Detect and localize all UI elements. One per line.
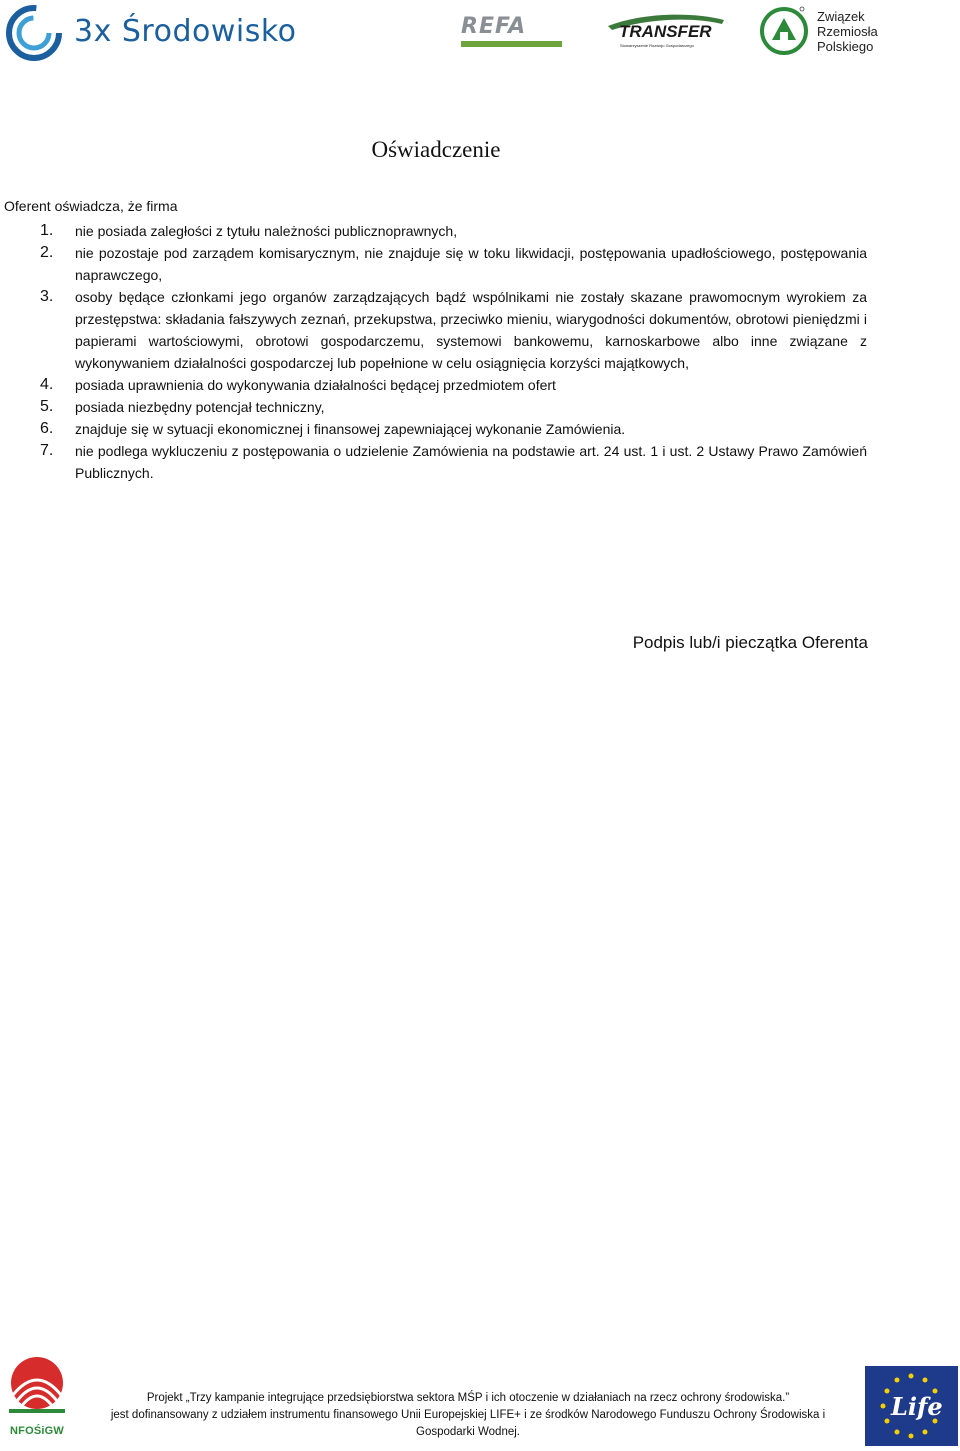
- clause-text: nie posiada zaległości z tytułu należności publicznoprawnych,: [75, 223, 458, 239]
- life-word: Life: [891, 1392, 943, 1421]
- logo-nfosigw: [3, 1355, 71, 1437]
- clause-text: znajduje się w sytuacji ekonomicznej i finansowej zapewniającej wykonanie Zamówienia.: [75, 421, 626, 437]
- nfosigw-emblem-icon: [3, 1355, 71, 1419]
- signature-label: Podpis lub/i pieczątka Oferenta: [632, 633, 868, 652]
- clause-text: posiada uprawnienia do wykonywania działalności będącej przedmiotem ofert: [75, 377, 556, 393]
- logo-3x-text: 3x Środowisko: [74, 14, 297, 49]
- clause-number: 3.: [40, 288, 54, 305]
- rzemioslo-emblem-icon: [758, 4, 810, 56]
- logo-3x-srodowisko: [4, 4, 297, 62]
- logo-transfer: [604, 12, 726, 52]
- clause-item: [40, 418, 867, 440]
- footer-funding-note: [80, 1390, 856, 1441]
- intro-text: Oferent oświadcza, że firma: [4, 198, 178, 214]
- logo-refa-text: REFA: [461, 14, 527, 39]
- clause-number: 6.: [40, 420, 54, 437]
- clause-item: [40, 220, 867, 242]
- logo-zwiazek-rzemiosla: [817, 9, 878, 54]
- clause-text: osoby będące członkami jego organów zarządzających bądź wspólnikami nie zostały skazane prawomocnym wyrokiem za przestępstwa: składania fałszywych zeznań, przekupstwa, przeciwko mieniu, wiarygodności dokumentów, obrotowi pieniędzmi i papierami wartościowymi, obrotowi gospodarczemu, systemowi bankowemu, karnoskarbowe albo inne związane z wykonywaniem działalności gospodarczej lub popełnione w celu osiągnięcia korzyści majątkowych,: [75, 289, 867, 371]
- clause-text: nie podlega wykluczeniu z postępowania o udzielenie Zamówienia na podstawie art. 24 ust. 1 i ust. 2 Ustawy Prawo Zamówień Publicznych.: [75, 443, 867, 481]
- document-title: Oświadczenie: [371, 137, 501, 162]
- clause-number: 5.: [40, 398, 54, 415]
- clause-item: [40, 440, 867, 484]
- zrp-line-2: Rzemiosła: [817, 24, 878, 39]
- clause-number: 7.: [40, 442, 54, 459]
- clause-item: [40, 374, 867, 396]
- logo-eu-life: [865, 1366, 958, 1446]
- zrp-line-3: Polskiego: [817, 39, 874, 54]
- clause-number: 1.: [40, 222, 54, 239]
- clause-text: posiada niezbędny potencjał techniczny,: [75, 399, 325, 415]
- clause-list: [40, 220, 867, 484]
- clause-item: [40, 286, 867, 374]
- clause-item: [40, 396, 867, 418]
- nfosigw-label: NFOŚiGW: [10, 1425, 64, 1437]
- logo-3x-ring-icon: [4, 4, 66, 62]
- logo-refa-bar: [461, 41, 562, 47]
- clause-item: [40, 242, 867, 286]
- clause-number: 2.: [40, 244, 54, 261]
- header-logos: [0, 0, 960, 70]
- logo-rzemioslo: [758, 4, 810, 61]
- clause-number: 4.: [40, 376, 54, 393]
- footer-line-1: Projekt „Trzy kampanie integrujące przedsiębiorstwa sektora MŚP i ich otoczenie w działaniach na rzecz ochrony środowiska.”: [146, 1392, 790, 1404]
- logo-transfer-subtext: Stowarzyszenie Rozwoju Gospodarczego: [620, 43, 694, 48]
- logo-transfer-text: TRANSFER: [619, 22, 712, 41]
- zrp-line-1: Związek: [817, 9, 865, 24]
- footer-line-2: jest dofinansowany z udziałem instrumentu finansowego Unii Europejskiej LIFE+ i ze środków Narodowego Funduszu Ochrony Środowiska i Gospodarki Wodnej.: [110, 1409, 826, 1438]
- clause-text: nie pozostaje pod zarządem komisarycznym, nie znajduje się w toku likwidacji, postępowania upadłościowego, postępowania naprawczego,: [75, 245, 867, 283]
- logo-refa: [461, 14, 562, 47]
